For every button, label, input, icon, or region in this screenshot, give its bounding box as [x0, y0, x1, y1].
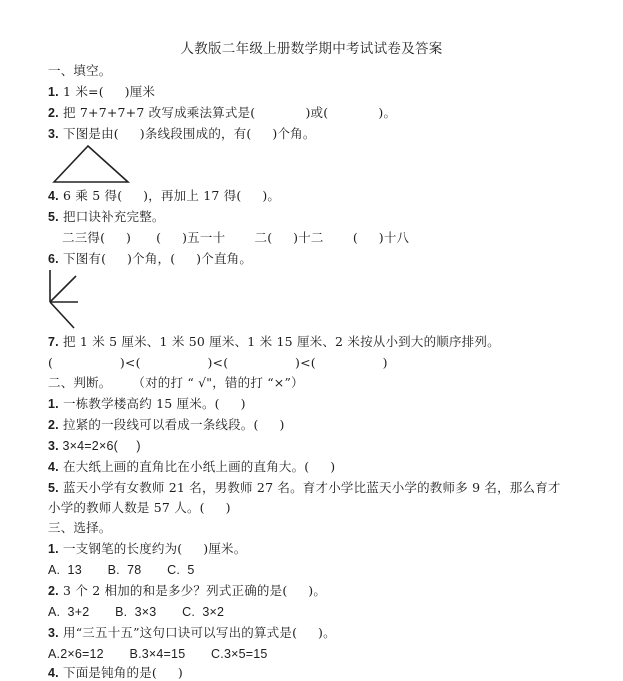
question-text: 6 乘 5 得( )，再加上 17 得( )。: [58, 188, 281, 203]
question-text: 下面是钝角的是( ): [58, 665, 183, 680]
question-number: 1.: [48, 85, 59, 99]
question-3-3: [48, 625, 336, 641]
question-number: 6.: [48, 252, 59, 266]
question-number: 4.: [48, 460, 59, 474]
question-1-1: [48, 84, 155, 100]
question-1-7: [48, 334, 500, 350]
question-number: 1.: [48, 397, 59, 411]
question-text: 3 个 2 相加的和是多少？列式正确的是( )。: [58, 583, 327, 598]
question-1-5: [48, 209, 165, 225]
question-2-3: [48, 438, 141, 454]
question-number: 5.: [48, 481, 59, 495]
question-number: 7.: [48, 335, 59, 349]
question-number: 4.: [48, 666, 59, 680]
question-2-5-continuation: 小学的教师人数是 57 人。( ): [48, 500, 231, 515]
question-number: 4.: [48, 189, 59, 203]
question-number: 2.: [48, 584, 59, 598]
question-number: 1.: [48, 542, 59, 556]
question-text: 在大纸上画的直角比在小纸上画的直角大。( ): [58, 459, 336, 474]
question-2-4: [48, 459, 335, 475]
question-1-2: [48, 105, 396, 121]
question-text: 一栋教学楼高约 15 厘米。( ): [58, 396, 246, 411]
ordering-blanks: ( )<( )<( )<( ): [48, 355, 388, 370]
question-2-2: [48, 417, 285, 433]
question-number: 2.: [48, 106, 59, 120]
question-number: 3.: [48, 127, 59, 141]
section-heading-fill-in: 一、填空。: [48, 63, 112, 78]
question-text: 用“三五十五”这句口诀可以写出的算式是( )。: [58, 625, 336, 640]
question-1-4: [48, 188, 280, 204]
question-text: 下图有( )个角，( )个直角。: [58, 251, 253, 266]
question-3-1-choices: A. 13 B. 78 C. 5: [48, 563, 195, 577]
question-3-4: [48, 665, 183, 681]
question-3-1: [48, 541, 246, 557]
section-heading-multiple-choice: 三、选择。: [48, 520, 112, 535]
section-heading-true-false: 二、判断。 （对的打 “ √"，错的打 “×”）: [48, 375, 304, 390]
document-title: 人教版二年级上册数学期中考试试卷及答案: [180, 41, 443, 57]
angle-rays-icon: [46, 268, 86, 334]
question-text: 拉紧的一段线可以看成一条线段。( ): [58, 417, 285, 432]
question-text: 把口诀补充完整。: [58, 209, 165, 224]
question-text: 把 1 米 5 厘米、1 米 50 厘米、1 米 15 厘米、2 米按从小到大的顺序排列。: [58, 334, 500, 349]
question-3-3-choices: A.2×6=12 B.3×4=15 C.3×5=15: [48, 647, 268, 661]
question-3-2: [48, 583, 326, 599]
question-number: 5.: [48, 210, 59, 224]
multiplication-rhyme-blanks: 二三得( ) ( )五一十 二( )十二 ( )十八: [62, 230, 410, 245]
question-text: 1 米=( )厘米: [58, 84, 156, 99]
triangle-icon: [52, 144, 132, 190]
question-1-6: [48, 251, 252, 267]
question-number: 3.: [48, 439, 59, 453]
question-number: 2.: [48, 418, 59, 432]
question-text: 3×4=2×6( ): [58, 439, 141, 453]
question-text: 把 7+7+7+7 改写成乘法算式是( )或( )。: [58, 105, 397, 120]
question-3-2-choices: A. 3+2 B. 3×3 C. 3×2: [48, 605, 225, 619]
question-text: 下图是由( )条线段围成的，有( )个角。: [58, 126, 316, 141]
question-1-3: [48, 126, 316, 142]
question-2-1: [48, 396, 246, 412]
question-text: 蓝天小学有女教师 21 名，男教师 27 名。育才小学比蓝天小学的教师多 9 名，那么育才: [58, 480, 561, 495]
question-number: 3.: [48, 626, 59, 640]
question-text: 一支钢笔的长度约为( )厘米。: [58, 541, 247, 556]
question-2-5: [48, 480, 561, 496]
